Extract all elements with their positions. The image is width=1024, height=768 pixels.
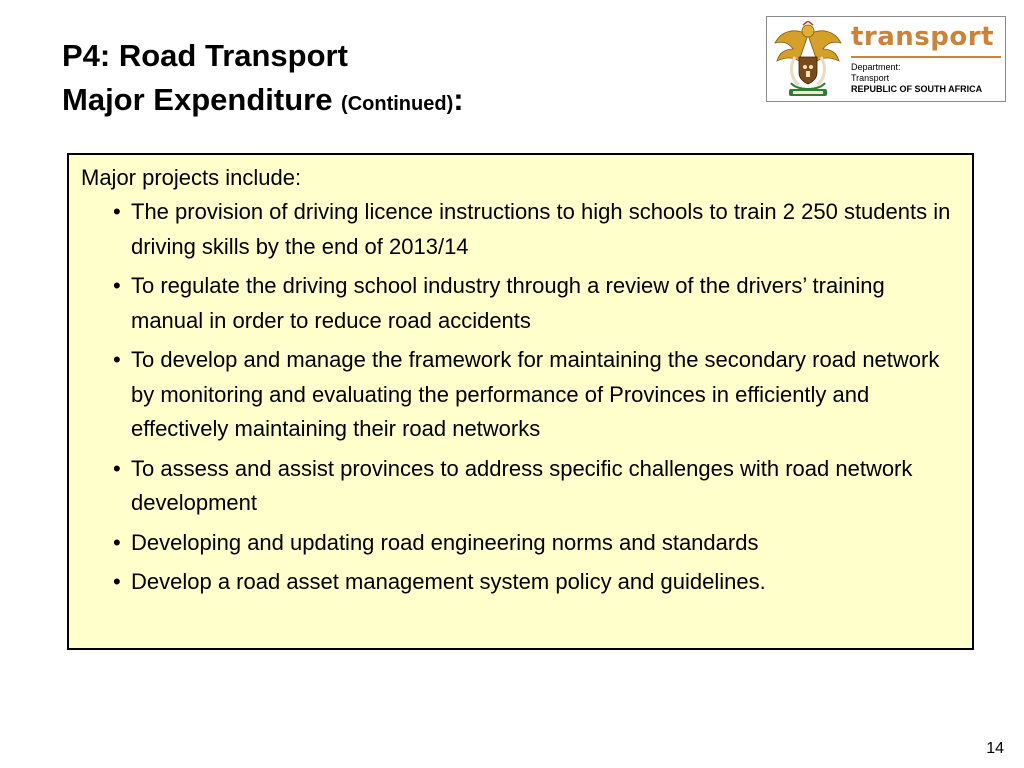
bullet-icon: • <box>113 455 121 481</box>
slide-title <box>62 34 464 126</box>
title-line-2 <box>62 78 464 126</box>
title-continued-text: (Continued) <box>341 93 454 115</box>
logo-divider <box>851 56 1001 58</box>
list-item <box>81 452 958 521</box>
department-logo <box>766 16 1006 102</box>
logo-department-name: Transport <box>851 73 890 83</box>
page-number: 14 <box>986 740 1004 757</box>
list-item-text: To develop and manage the framework for maintaining the secondary road network by monitoring and evaluating the performance of Provinces in efficiently and effectively maintaining their road networks <box>131 347 940 441</box>
list-item-text: Developing and updating road engineering norms and standards <box>131 529 759 555</box>
logo-department-label: Department: <box>851 62 901 72</box>
logo-country: REPUBLIC OF SOUTH AFRICA <box>851 84 983 94</box>
bullet-icon: • <box>113 569 121 594</box>
projects-box <box>67 153 974 650</box>
list-item <box>81 269 958 338</box>
list-item-text: The provision of driving licence instructions to high schools to train 2 250 students in driving skills by the end of 2013/14 <box>131 199 951 259</box>
list-item <box>81 526 958 561</box>
list-item-text: To regulate the driving school industry through a review of the drivers’ training manual in order to reduce road accidents <box>131 273 885 333</box>
list-item <box>81 565 958 600</box>
coat-of-arms-icon <box>773 21 843 99</box>
title-main-text: Major Expenditure <box>62 82 342 117</box>
bullet-icon: • <box>113 347 121 372</box>
list-item-text: To assess and assist provinces to address specific challenges with road network development <box>131 455 913 515</box>
bullet-icon: • <box>113 529 121 555</box>
logo-text <box>851 21 1001 95</box>
logo-wordmark: transport <box>851 22 995 52</box>
bullet-icon: • <box>113 199 121 224</box>
projects-intro: Major projects include: <box>81 165 302 190</box>
list-item-text: Develop a road asset management system policy and guidelines. <box>131 569 766 594</box>
title-line-1: P4: Road Transport <box>62 38 348 73</box>
bullet-icon: • <box>113 273 121 298</box>
title-colon: : <box>453 82 464 117</box>
list-item <box>81 343 958 447</box>
projects-list <box>81 195 958 600</box>
list-item <box>81 195 958 264</box>
